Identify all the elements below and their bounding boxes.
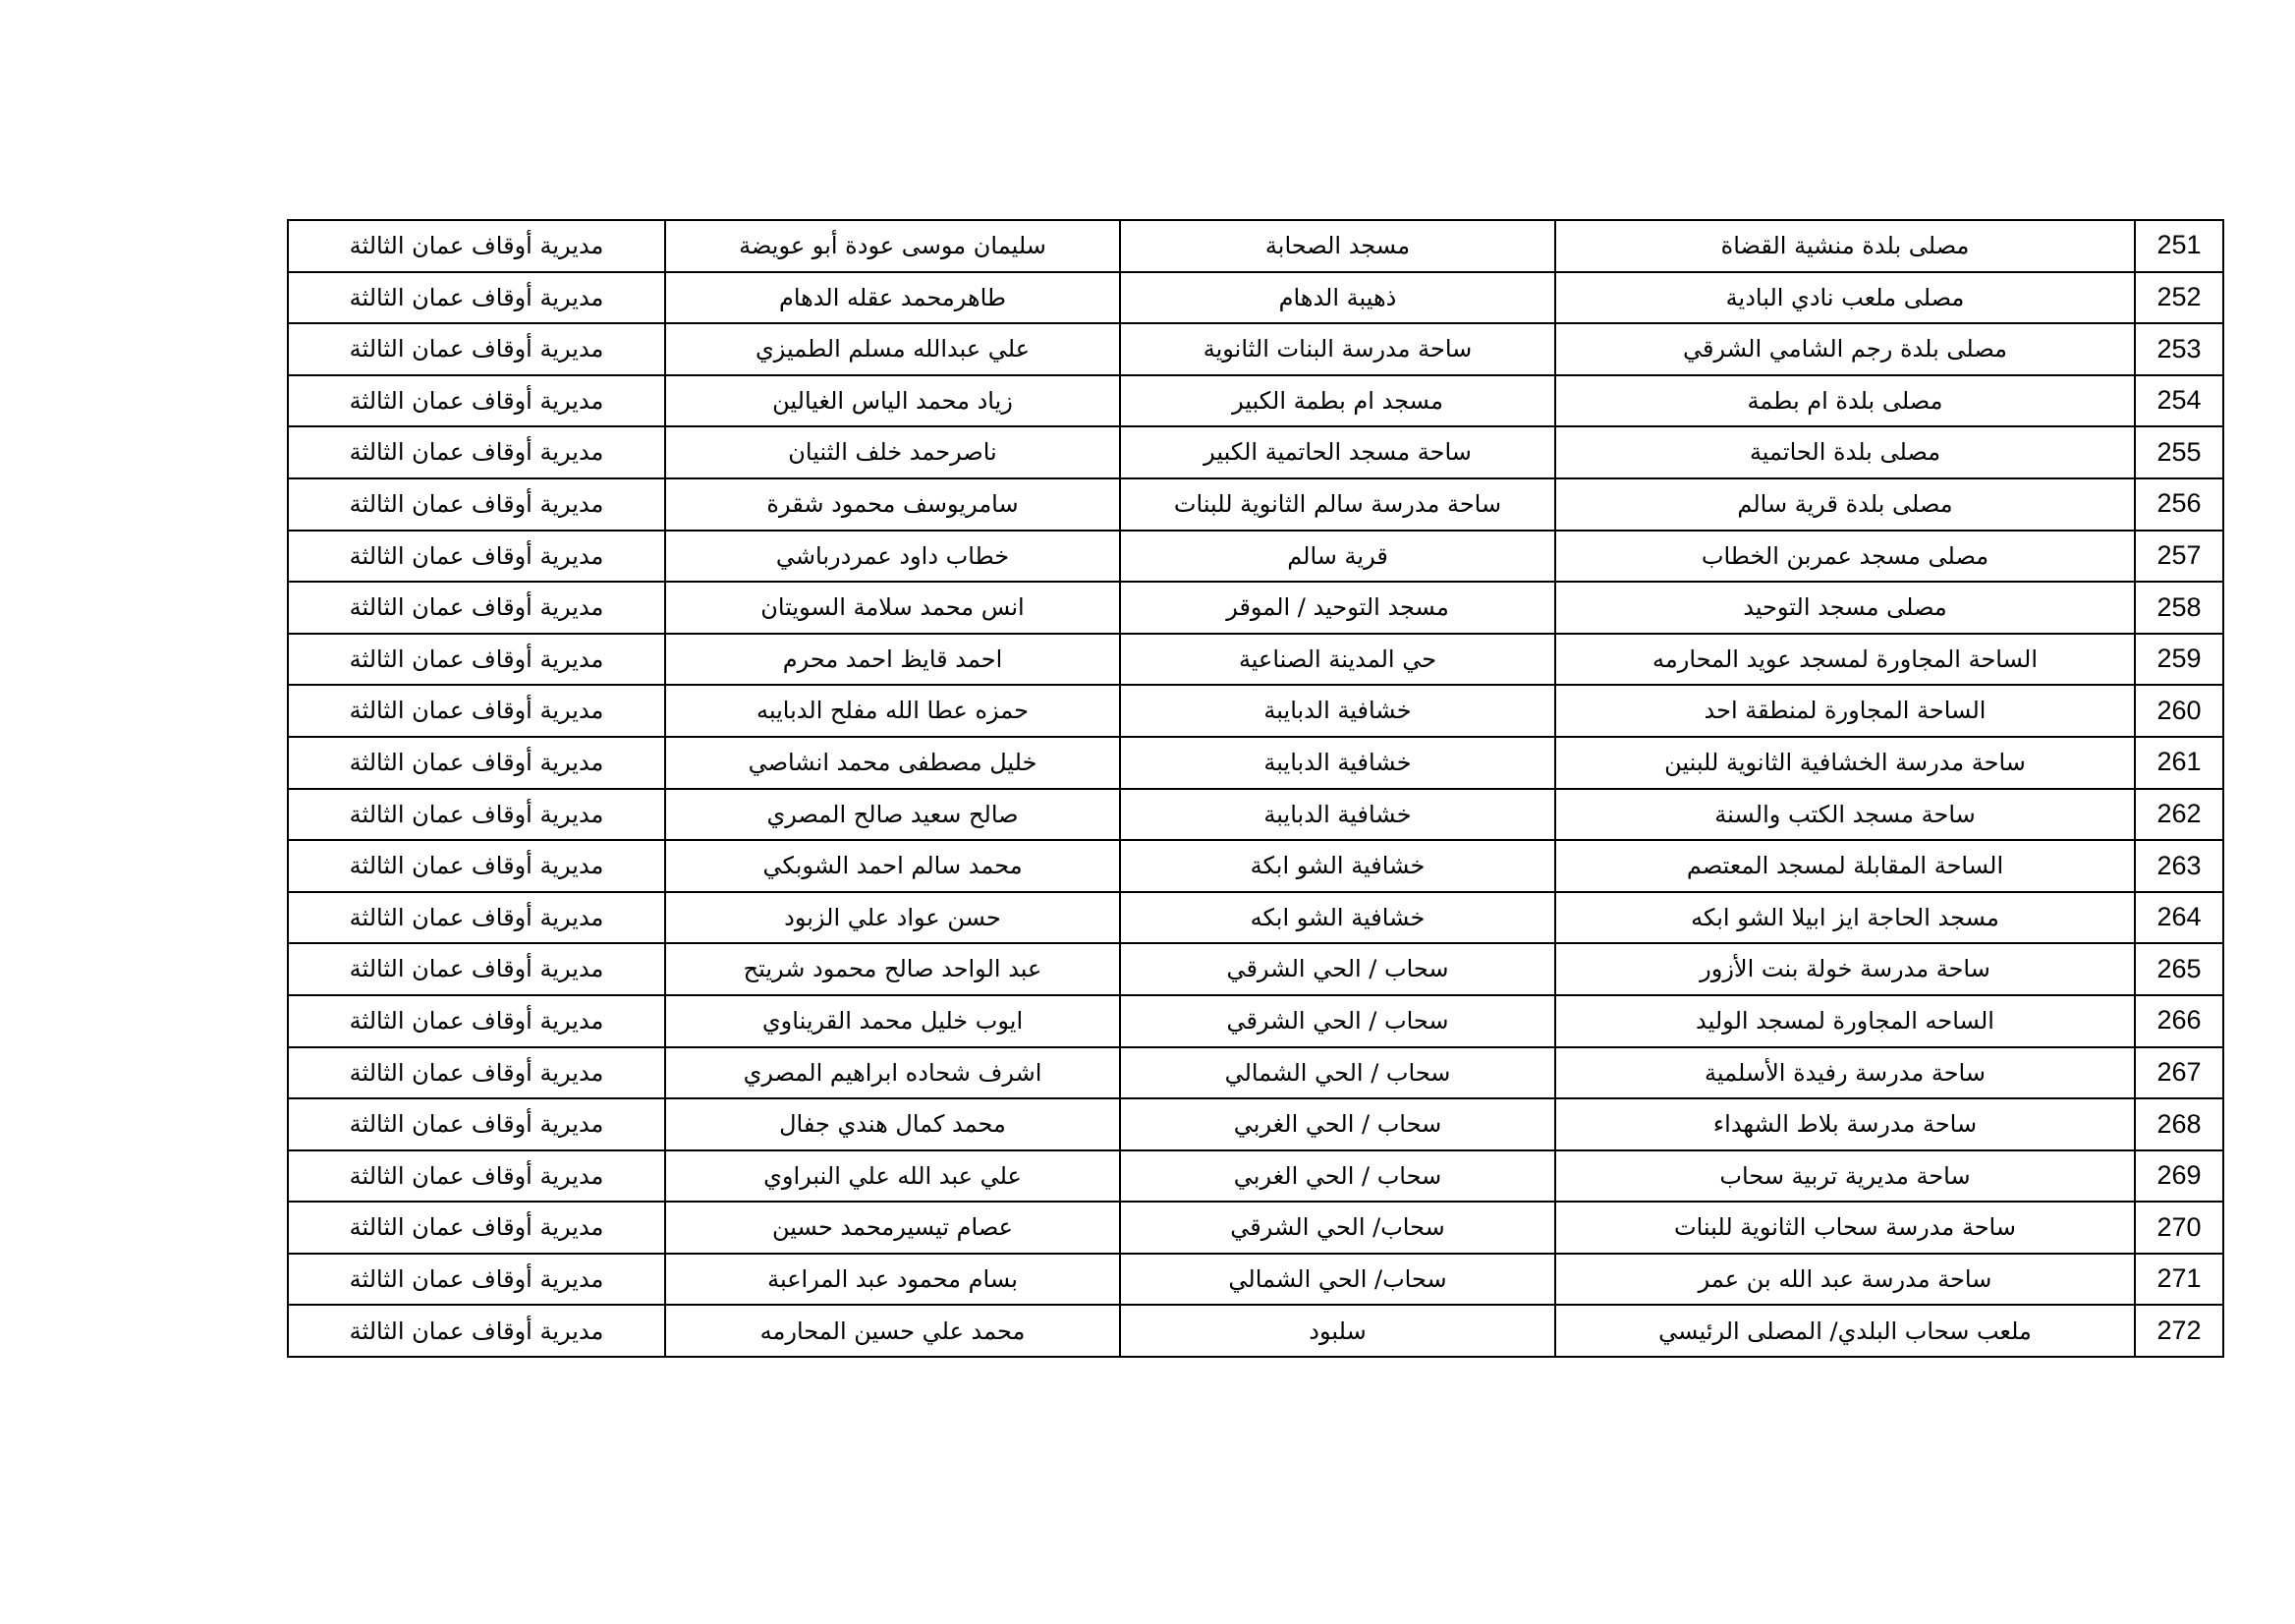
responsible-person-cell: زياد محمد الياس الغيالين [665,375,1120,427]
row-number: 271 [2135,1254,2223,1306]
directorate-cell: مديرية أوقاف عمان الثالثة [288,582,665,634]
table-row [288,840,2223,892]
prayer-place-cell: مصلى بلدة منشية القضاة [1555,220,2135,272]
directorate-cell: مديرية أوقاف عمان الثالثة [288,892,665,944]
responsible-person-cell: حسن عواد علي الزبود [665,892,1120,944]
table-row [288,272,2223,324]
directorate-cell: مديرية أوقاف عمان الثالثة [288,323,665,375]
table-row [288,1254,2223,1306]
responsible-person-cell: علي عبد الله علي النبراوي [665,1150,1120,1203]
responsible-person-cell: سامريوسف محمود شقرة [665,478,1120,531]
prayer-place-cell: الساحة المقابلة لمسجد المعتصم [1555,840,2135,892]
directorate-cell: مديرية أوقاف عمان الثالثة [288,737,665,789]
area-cell: حي المدينة الصناعية [1120,634,1555,686]
responsible-person-cell: طاهرمحمد عقله الدهام [665,272,1120,324]
row-number: 252 [2135,272,2223,324]
responsible-person-cell: انس محمد سلامة السويتان [665,582,1120,634]
prayer-place-cell: الساحه المجاورة لمسجد الوليد [1555,995,2135,1047]
prayer-place-cell: مسجد الحاجة ايز ابيلا الشو ابكه [1555,892,2135,944]
responsible-person-cell: بسام محمود عبد المراعبة [665,1254,1120,1306]
row-number: 272 [2135,1305,2223,1357]
table-row [288,582,2223,634]
directorate-cell: مديرية أوقاف عمان الثالثة [288,1254,665,1306]
area-cell: خشافية الدبايبة [1120,789,1555,841]
responsible-person-cell: ناصرحمد خلف الثنيان [665,426,1120,478]
prayer-place-cell: مصلى ملعب نادي البادية [1555,272,2135,324]
table-row [288,737,2223,789]
row-number: 268 [2135,1098,2223,1150]
table-row [288,892,2223,944]
table-row [288,634,2223,686]
row-number: 261 [2135,737,2223,789]
table-row [288,1305,2223,1357]
directorate-cell: مديرية أوقاف عمان الثالثة [288,531,665,583]
responsible-person-cell: صالح سعيد صالح المصري [665,789,1120,841]
table-row [288,375,2223,427]
table-row [288,426,2223,478]
responsible-person-cell: خليل مصطفى محمد انشاصي [665,737,1120,789]
table-row [288,943,2223,995]
table-row [288,478,2223,531]
responsible-person-cell: حمزه عطا الله مفلح الدبايبه [665,685,1120,737]
table-row [288,1150,2223,1203]
directorate-cell: مديرية أوقاف عمان الثالثة [288,375,665,427]
row-number: 256 [2135,478,2223,531]
responsible-person-cell: محمد علي حسين المحارمه [665,1305,1120,1357]
area-cell: مسجد ام بطمة الكبير [1120,375,1555,427]
responsible-person-cell: خطاب داود عمردرباشي [665,531,1120,583]
prayer-place-cell: ساحة مدرسة سحاب الثانوية للبنات [1555,1202,2135,1254]
prayer-place-cell: ساحة مدرسة الخشافية الثانوية للبنين [1555,737,2135,789]
row-number: 267 [2135,1047,2223,1099]
prayer-place-cell: ساحة مدرسة رفيدة الأسلمية [1555,1047,2135,1099]
responsible-person-cell: سليمان موسى عودة أبو عويضة [665,220,1120,272]
table-row [288,685,2223,737]
row-number: 259 [2135,634,2223,686]
row-number: 265 [2135,943,2223,995]
directorate-cell: مديرية أوقاف عمان الثالثة [288,995,665,1047]
prayer-place-cell: ساحة مسجد الكتب والسنة [1555,789,2135,841]
area-cell: خشافية الدبايبة [1120,737,1555,789]
row-number: 266 [2135,995,2223,1047]
directorate-cell: مديرية أوقاف عمان الثالثة [288,789,665,841]
prayer-place-cell: ساحة مدرسة بلاط الشهداء [1555,1098,2135,1150]
area-cell: ساحة مسجد الحاتمية الكبير [1120,426,1555,478]
directorate-cell: مديرية أوقاف عمان الثالثة [288,478,665,531]
row-number: 253 [2135,323,2223,375]
area-cell: خشافية الدبايبة [1120,685,1555,737]
area-cell: ساحة مدرسة البنات الثانوية [1120,323,1555,375]
directorate-cell: مديرية أوقاف عمان الثالثة [288,426,665,478]
table-row [288,1202,2223,1254]
prayer-place-cell: مصلى بلدة رجم الشامي الشرقي [1555,323,2135,375]
prayer-place-cell: مصلى مسجد التوحيد [1555,582,2135,634]
directorate-cell: مديرية أوقاف عمان الثالثة [288,634,665,686]
directorate-cell: مديرية أوقاف عمان الثالثة [288,1150,665,1203]
directorate-cell: مديرية أوقاف عمان الثالثة [288,272,665,324]
prayer-place-cell: ساحة مدرسة عبد الله بن عمر [1555,1254,2135,1306]
prayer-place-cell: مصلى بلدة ام بطمة [1555,375,2135,427]
row-number: 258 [2135,582,2223,634]
area-cell: سحاب / الحي الغربي [1120,1150,1555,1203]
area-cell: سحاب / الحي الغربي [1120,1098,1555,1150]
row-number: 257 [2135,531,2223,583]
row-number: 270 [2135,1202,2223,1254]
table-row [288,323,2223,375]
row-number: 251 [2135,220,2223,272]
area-cell: مسجد التوحيد / الموقر [1120,582,1555,634]
row-number: 255 [2135,426,2223,478]
prayer-place-cell: ساحة مدرسة خولة بنت الأزور [1555,943,2135,995]
row-number: 260 [2135,685,2223,737]
directorate-cell: مديرية أوقاف عمان الثالثة [288,943,665,995]
responsible-person-cell: علي عبدالله مسلم الطميزي [665,323,1120,375]
table-row [288,1098,2223,1150]
prayer-place-cell: مصلى مسجد عمربن الخطاب [1555,531,2135,583]
prayer-place-cell: ملعب سحاب البلدي/ المصلى الرئيسي [1555,1305,2135,1357]
prayer-place-cell: مصلى بلدة قرية سالم [1555,478,2135,531]
responsible-person-cell: اشرف شحاده ابراهيم المصري [665,1047,1120,1099]
table-row [288,220,2223,272]
responsible-person-cell: ايوب خليل محمد القريناوي [665,995,1120,1047]
area-cell: ذهيبة الدهام [1120,272,1555,324]
row-number: 264 [2135,892,2223,944]
responsible-person-cell: عصام تيسيرمحمد حسين [665,1202,1120,1254]
row-number: 269 [2135,1150,2223,1203]
prayer-place-cell: ساحة مديرية تربية سحاب [1555,1150,2135,1203]
area-cell: مسجد الصحابة [1120,220,1555,272]
directorate-cell: مديرية أوقاف عمان الثالثة [288,840,665,892]
area-cell: سلبود [1120,1305,1555,1357]
responsible-person-cell: محمد كمال هندي جفال [665,1098,1120,1150]
directorate-cell: مديرية أوقاف عمان الثالثة [288,1305,665,1357]
area-cell: سحاب/ الحي الشمالي [1120,1254,1555,1306]
row-number: 254 [2135,375,2223,427]
prayer-place-cell: مصلى بلدة الحاتمية [1555,426,2135,478]
responsible-person-cell: عبد الواحد صالح محمود شريتح [665,943,1120,995]
area-cell: قرية سالم [1120,531,1555,583]
area-cell: خشافية الشو ابكه [1120,892,1555,944]
area-cell: سحاب / الحي الشرقي [1120,943,1555,995]
table-row [288,789,2223,841]
area-cell: سحاب / الحي الشمالي [1120,1047,1555,1099]
row-number: 262 [2135,789,2223,841]
table-row [288,531,2223,583]
prayer-place-cell: الساحة المجاورة لمسجد عويد المحارمه [1555,634,2135,686]
area-cell: ساحة مدرسة سالم الثانوية للبنات [1120,478,1555,531]
directorate-cell: مديرية أوقاف عمان الثالثة [288,220,665,272]
directorate-cell: مديرية أوقاف عمان الثالثة [288,1098,665,1150]
directorate-cell: مديرية أوقاف عمان الثالثة [288,1047,665,1099]
responsible-person-cell: احمد قايظ احمد محرم [665,634,1120,686]
area-cell: سحاب/ الحي الشرقي [1120,1202,1555,1254]
responsible-person-cell: محمد سالم احمد الشوبكي [665,840,1120,892]
directorate-cell: مديرية أوقاف عمان الثالثة [288,1202,665,1254]
prayer-grounds-table [287,219,2224,1358]
directorate-cell: مديرية أوقاف عمان الثالثة [288,685,665,737]
area-cell: سحاب / الحي الشرقي [1120,995,1555,1047]
row-number: 263 [2135,840,2223,892]
area-cell: خشافية الشو ابكة [1120,840,1555,892]
table-body [288,220,2223,1357]
table-row [288,995,2223,1047]
prayer-place-cell: الساحة المجاورة لمنطقة احد [1555,685,2135,737]
table-row [288,1047,2223,1099]
